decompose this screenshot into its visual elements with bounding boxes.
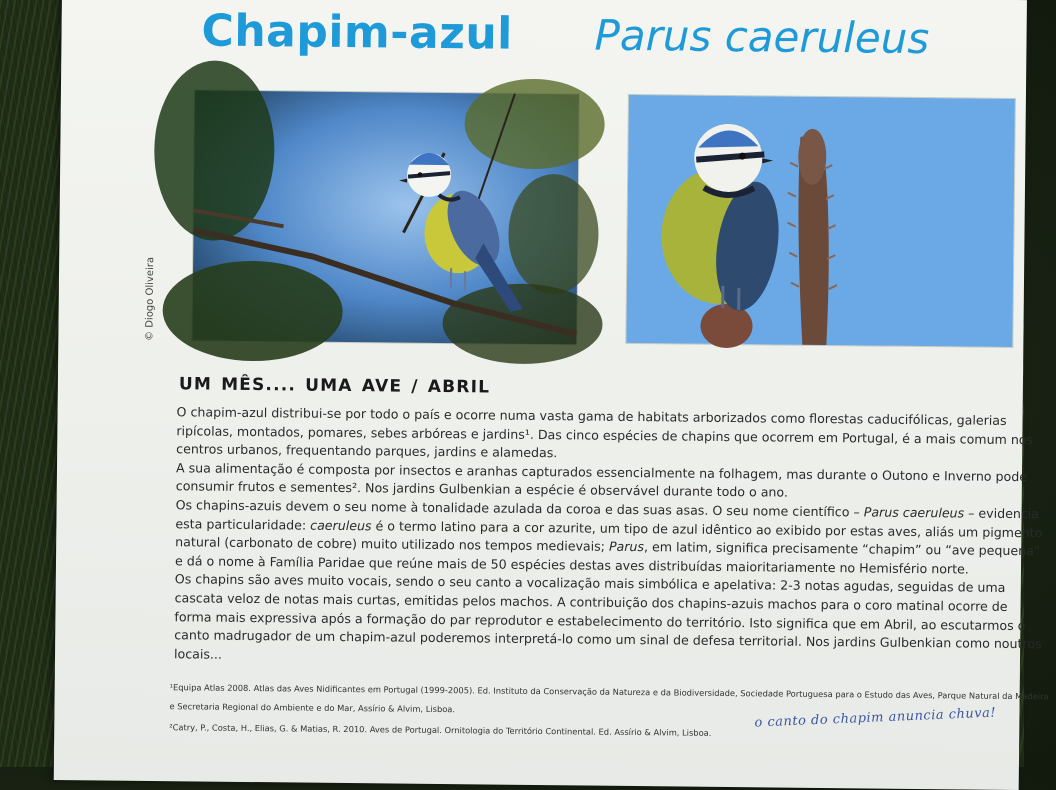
paragraph-distribution: O chapim-azul distribui-se por todo o país e ocorre numa vasta gama de habitats arborizados como florestas caducifólicas, galerias ripícolas, montados, pomares, sebes arbóreas e jardins¹. Das cinco espécies de chapins que ocorrem em Portugal, é a mais comum nos centros urbanos, frequentando parques, jardins e alamedas. — [176, 404, 1034, 461]
handwritten-note: o canto do chapim anuncia chuva! — [754, 705, 997, 731]
information-sign — [54, 0, 1049, 790]
paragraph-song: Os chapins são aves muito vocais, sendo o seu canto a vocalização mais simbólica e apelativa: 2-3 notas agudas, seguidas de uma cascata veloz de notas mais curtas, emitidas pelos machos. A contribuição dos chapins-azuis machos para o coro matinal ocorre de forma mais expressiva após a formação do par reprodutor e estabelecimento do território. Isto significa que em Abril, ao escutarmos o canto madrugador de um chapim-azul poderemos interpretá-lo como um sinal de defesa territorial. Nos jardins Gulbenkian como noutros locais... — [173, 571, 1042, 662]
paragraph-diet: A sua alimentação é composta por insectos e aranhas capturados essencialmente na folhagem, mas durante o Outono e Inverno pode consumir frutos e sementes². Nos jardins Gulbenkian a espécie é observável durante todo o ano. — [175, 460, 1028, 501]
paragraph-name-origin: Os chapins-azuis devem o seu nome à tonalidade azulada da coroa e das suas asas. O seu nome científico – Parus caeruleus – evidencia esta particularidade: caeruleus é o termo latino para a cor azurite, um tipo de azul idêntico ao exibido por estas aves, aliás um pigmento natural (carbonato de cobre) muito utilizado nos tempos medievais; Parus, em latim, significa precisamente “chapim” ou “ave pequena” e dá o nome à Família Paridae que reúne mais de 50 espécies destas aves distribuídas maioritariamente no Hemisfério norte. — [174, 497, 1043, 577]
section-heading: UM MÊS.... UMA AVE / ABRIL — [178, 374, 491, 398]
common-name-title: Chapim-azul — [201, 5, 514, 60]
footnote-1-line-1: ¹Equipa Atlas 2008. Atlas das Aves Nidificantes em Portugal (1999-2005). Ed. Instituto da Conservação da Natureza e da Biodiversidade, Sociedade Portuguesa para o Estudo das Aves, Parque Natural da Madeira — [169, 682, 1049, 702]
scientific-name-title: Parus caeruleus — [594, 10, 930, 64]
photo-bird-on-branch — [191, 89, 580, 345]
photo-credit: © Diogo Oliveira — [144, 256, 157, 341]
photo-bird-on-flower-spike — [625, 94, 1016, 348]
footnote-1-line-2: e Secretaria Regional do Ambiente e do Mar, Assírio & Alvim, Lisboa. — [169, 701, 456, 715]
article-body — [174, 403, 1045, 672]
footnote-2: ²Catry, P., Costa, H., Elias, G. & Matias, R. 2010. Aves de Portugal. Ornitologia do Território Continental. Ed. Assírio & Alvim, Lisboa. — [169, 722, 712, 738]
